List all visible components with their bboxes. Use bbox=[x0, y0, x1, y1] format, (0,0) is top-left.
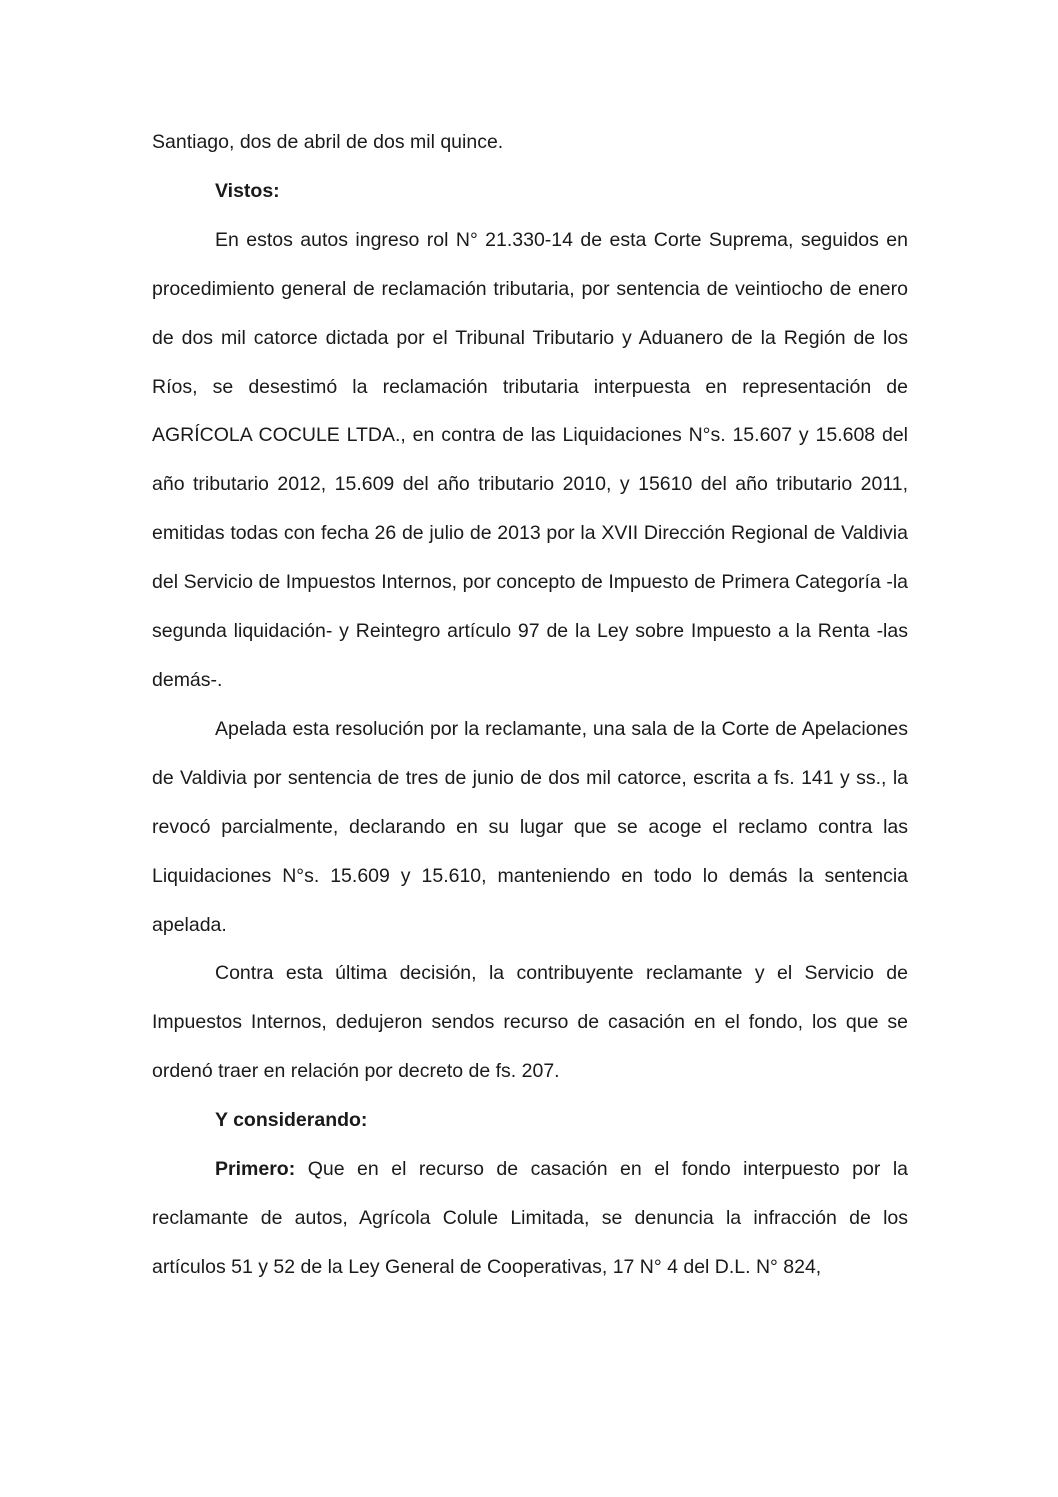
date-line: Santiago, dos de abril de dos mil quince. bbox=[152, 131, 504, 153]
paragraph-4 bbox=[152, 1145, 908, 1292]
paragraph-4-lead: Primero: bbox=[215, 1158, 296, 1181]
heading-vistos: Vistos: bbox=[215, 179, 280, 202]
paragraph-2: Apelada esta resolución por la reclamante, una sala de la Corte de Apelaciones de Valdivia por sentencia de tres de junio de dos mil catorce, escrita a fs. 141 y ss., la revocó parcialmente, declarando en su lugar que se acoge el reclamo contra las Liquidaciones N°s. 15.609 y 15.610, manteniendo en todo lo demás la sentencia apelada. bbox=[152, 717, 908, 936]
paragraph-1: En estos autos ingreso rol N° 21.330-14 de esta Corte Suprema, seguidos en procedimiento general de reclamación tributaria, por sentencia de veintiocho de enero de dos mil catorce dictada por el Tribunal Tributario y Aduanero de la Región de los Ríos, se desestimó la reclamación tributaria interpuesta en representación de AGRÍCOLA COCULE LTDA., en contra de las Liquidaciones N°s. 15.607 y 15.608 del año tributario 2012, 15.609 del año tributario 2010, y 15610 del año tributario 2011, emitidas todas con fecha 26 de julio de 2013 por la XVII Dirección Regional de Valdivia del Servicio de Impuestos Internos, por concepto de Impuesto de Primera Categoría -la segunda liquidación- y Reintegro artículo 97 de la Ley sobre Impuesto a la Renta -las demás-. bbox=[152, 228, 908, 691]
paragraph-4-text: Que en el recurso de casación en el fondo interpuesto por la reclamante de autos, Agrícola Colule Limitada, se denuncia la infracción de los artículos 51 y 52 de la Ley General de Cooperativas, 17 N° 4 del D.L. N° 824, bbox=[152, 1158, 908, 1278]
heading-considerando: Y considerando: bbox=[215, 1109, 368, 1132]
document-page bbox=[152, 118, 908, 1292]
paragraph-3: Contra esta última decisión, la contribuyente reclamante y el Servicio de Impuestos Internos, dedujeron sendos recurso de casación en el fondo, los que se ordenó traer en relación por decreto de fs. 207. bbox=[152, 962, 908, 1083]
